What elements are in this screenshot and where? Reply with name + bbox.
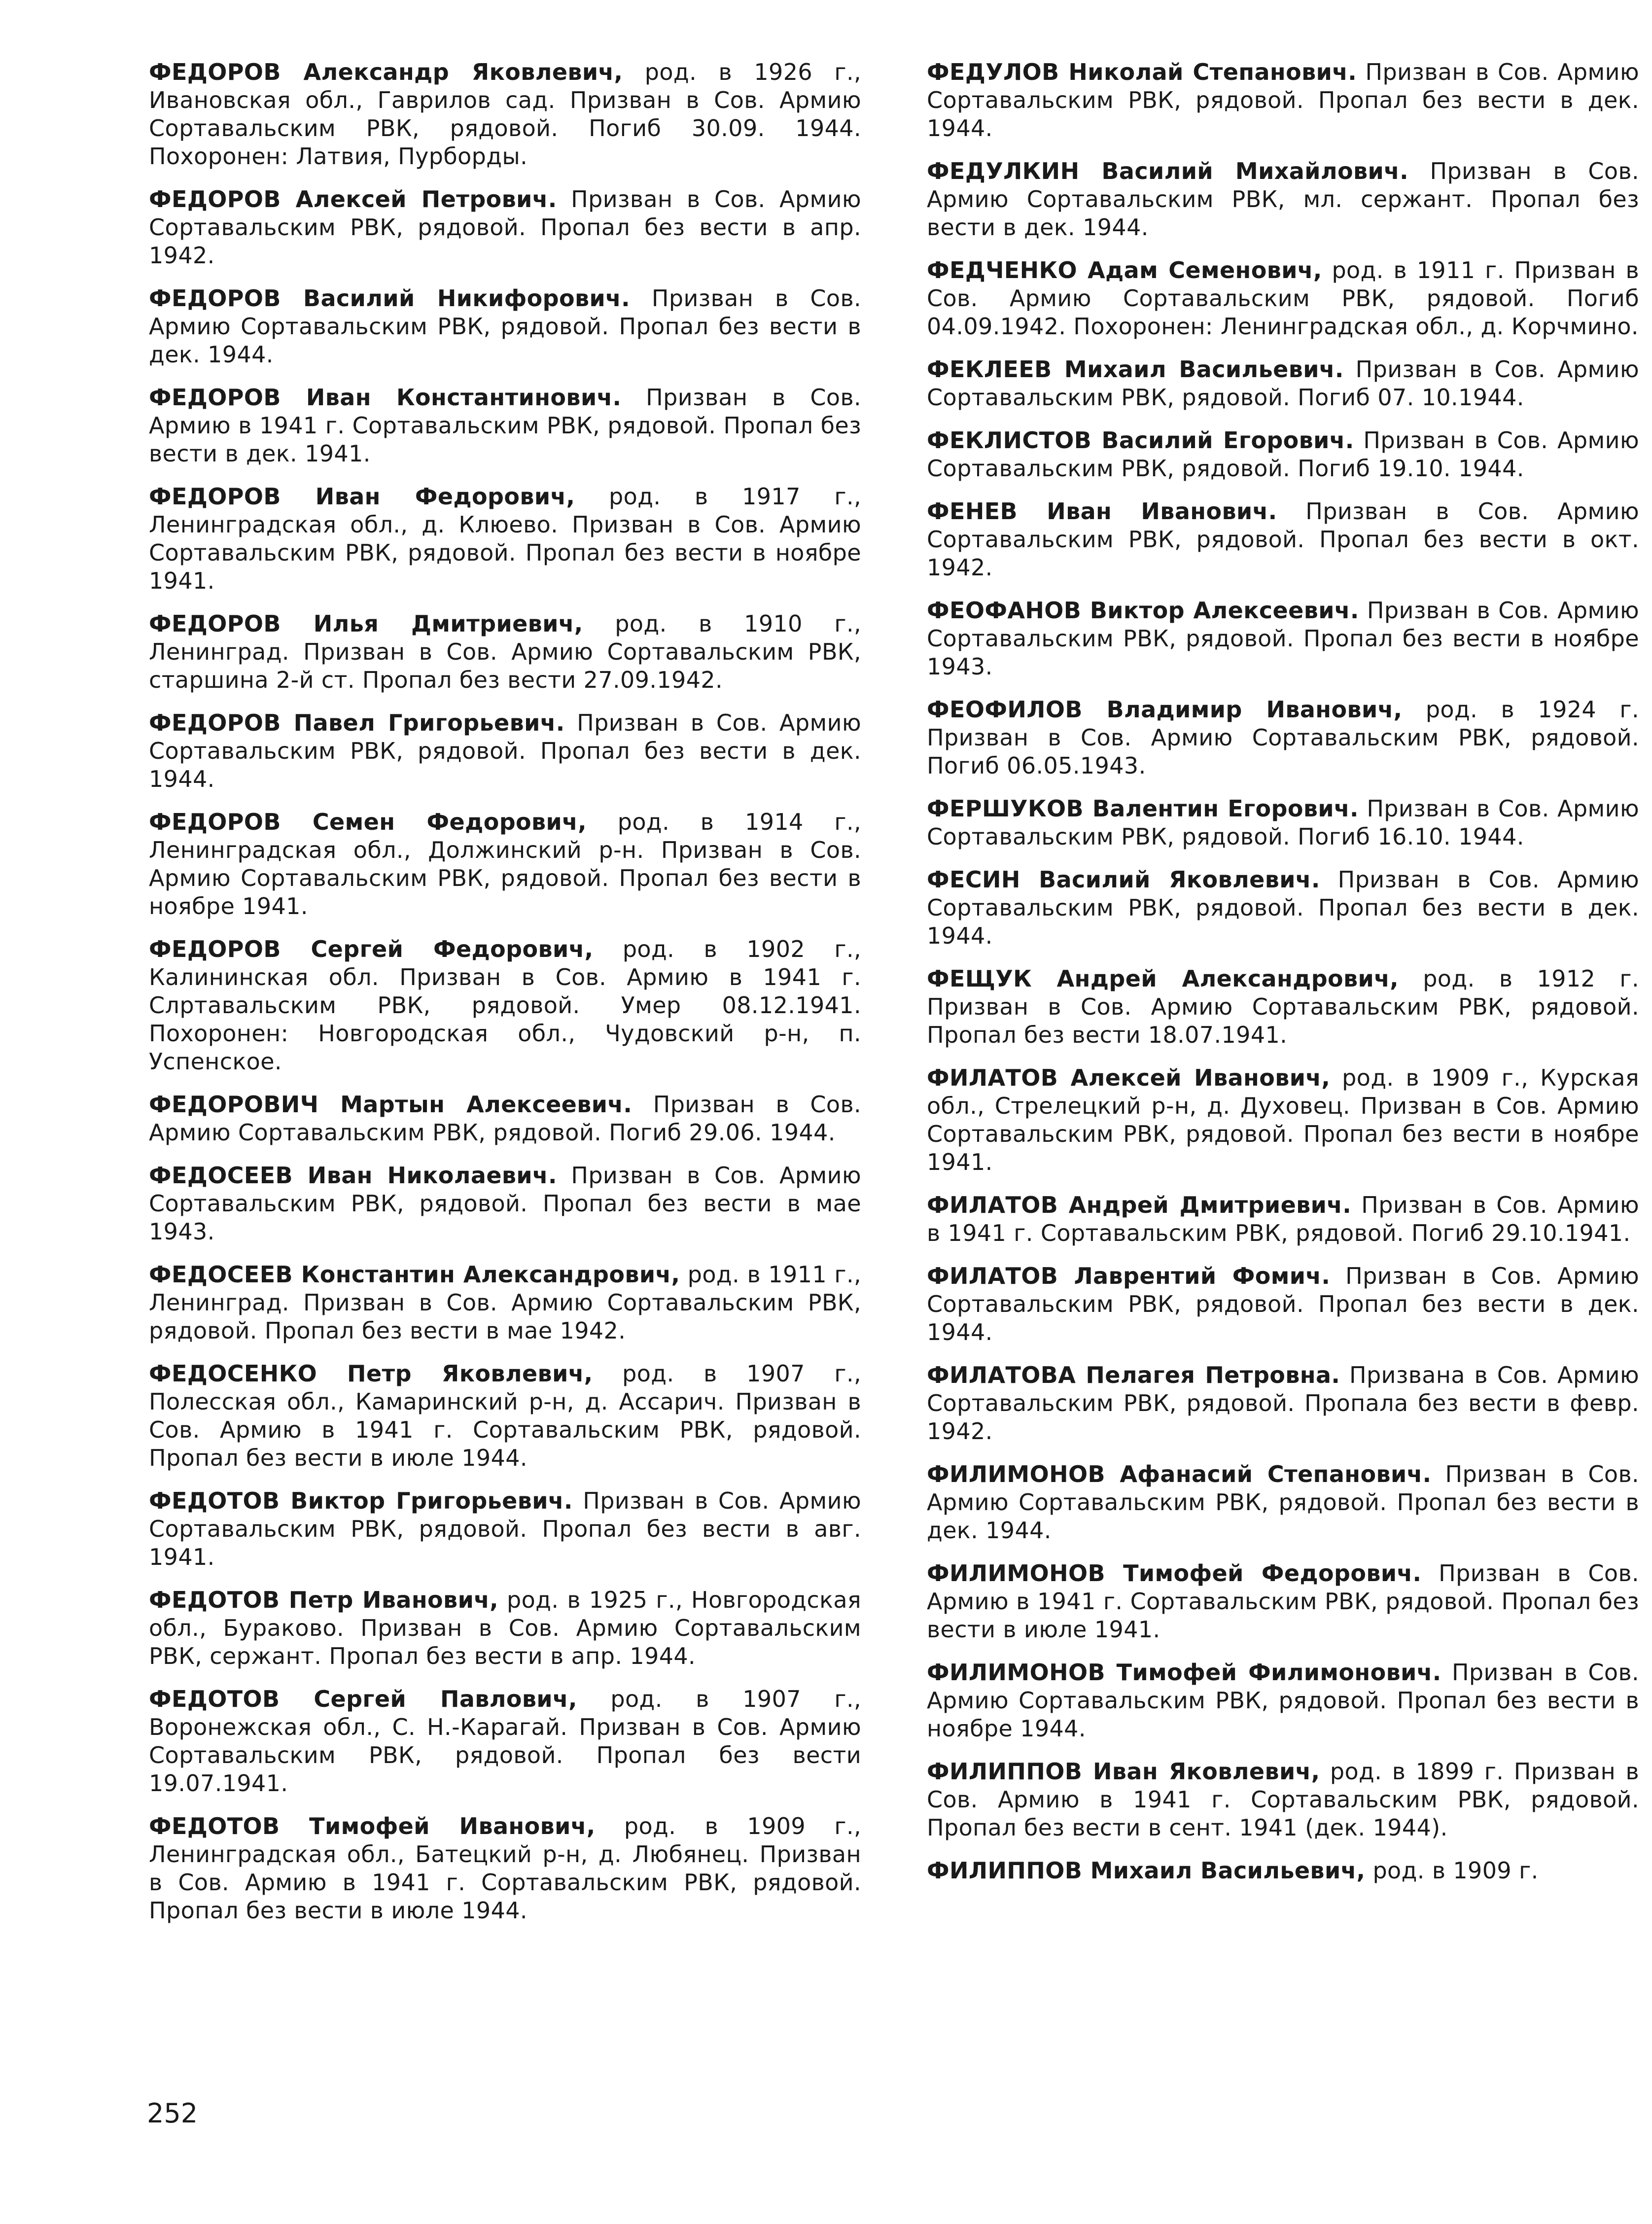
entry (149, 1360, 861, 1472)
entry-text: род. в 1911 г., Ленинград. Призван в Сов. Армию Сортавальским РВК, рядовой. Пропал без вести в мае 1942. (149, 1261, 862, 1344)
entry-text: род. в 1902 г., Калининская обл. Призван в Сов. Армию в 1941 г. Слртавальским РВК, рядовой. Умер 08.12.1941. Похоронен: Новгородская обл., Чудовский р-н, п. Успенское. (149, 936, 861, 1075)
entry-text: Призван в Сов. Армию Сортавальским РВК, рядовой. Пропал без вести в мае 1943. (149, 1162, 862, 1245)
entry-text: род. в 1907 г., Воронежская обл., С. Н.-Карагай. Призван в Сов. Армию Сортавальским РВК, рядовой. Пропал без вести 19.07.1941. (149, 1686, 861, 1797)
entry-name: ФЕОФАНОВ Виктор Алексеевич. (927, 597, 1359, 624)
entry (149, 1162, 861, 1246)
entry (927, 1361, 1639, 1446)
entry (927, 696, 1639, 780)
entry-name: ФЕДОРОВ Василий Никифорович. (149, 285, 630, 312)
entry (149, 384, 861, 468)
entry-name: ФИЛАТОВ Лаврентий Фомич. (927, 1263, 1331, 1289)
entry-text: Призвана в Сов. Армию Сортавальским РВК, рядовой. Пропала без вести в февр. 1942. (927, 1362, 1639, 1445)
entry-name: ФИЛАТОВ Алексей Иванович, (927, 1064, 1331, 1091)
entry (149, 808, 861, 920)
entry-name: ФЕДУЛКИН Василий Михайлович. (927, 158, 1408, 184)
entry-text: Призван в Сов. Армию Сортавальским РВК, рядовой. Погиб 16.10. 1944. (927, 795, 1640, 850)
entry-name: ФЕДОРОВ Семен Федорович, (149, 809, 587, 835)
entry (927, 58, 1639, 142)
entry (927, 497, 1639, 582)
entry (927, 795, 1639, 851)
entry-text: род. в 1909 г. (1365, 1857, 1539, 1884)
entry-text: Призван в Сов. Армию Сортавальским РВК, рядовой. Пропал без вести в ноябре 1943. (927, 597, 1639, 680)
entry-text: Призван в Сов. Армию Сортавальским РВК, рядовой. Пропал без вести в дек. 1944. (927, 866, 1639, 949)
entry-text: Призван в Сов. Армию Сортавальским РВК, рядовой. Пропал без вести в дек. 1944. (927, 1461, 1640, 1544)
entry-name: ФЕДОРОВ Илья Дмитриевич, (149, 610, 583, 637)
entry-text: Призван в Сов. Армию Сортавальским РВК, рядовой. Погиб 19.10. 1944. (927, 427, 1640, 482)
entry (927, 1191, 1639, 1247)
entry (927, 1758, 1639, 1842)
entry (149, 1261, 861, 1345)
entry-text: род. в 1924 г. Призван в Сов. Армию Сортавальским РВК, рядовой. Погиб 06.05.1943. (927, 696, 1640, 779)
entry (927, 1857, 1639, 1885)
entry-text: род. в 1912 г. Призван в Сов. Армию Сортавальским РВК, рядовой. Пропал без вести 18.07.1941. (927, 965, 1639, 1048)
entry-text: Призван в Сов. Армию Сортавальским РВК, рядовой. Пропал без вести в ноябре 1944. (927, 1659, 1639, 1742)
entry (927, 1064, 1639, 1176)
entry (149, 935, 861, 1076)
entry-text: Призван в Сов. Армию Сортавальским РВК, рядовой. Пропал без вести в окт. 1942. (927, 498, 1640, 581)
entry-name: ФЕДЧЕНКО Адам Семенович, (927, 257, 1322, 283)
entry-name: ФЕДОСЕНКО Петр Яковлевич, (149, 1360, 593, 1387)
entry-text: Призван в Сов. Армию Сортавальским РВК, рядовой. Пропал без вести в апр. 1942. (149, 186, 862, 269)
entry-name: ФЕДОРОВ Иван Константинович. (149, 384, 622, 411)
entry-name: ФЕДОРОВ Павел Григорьевич. (149, 709, 565, 736)
entry-text: Призван в Сов. Армию Сортавальским РВК, рядовой. Пропал без вести в авг. 1941. (149, 1487, 861, 1570)
entry (149, 58, 861, 171)
entry-name: ФЕДОТОВ Сергей Павлович, (149, 1686, 577, 1712)
entry (927, 426, 1639, 483)
entry-name: ФЕКЛИСТОВ Василий Егорович. (927, 427, 1354, 454)
entry-text: род. в 1914 г., Ленинградская обл., Должинский р-н. Призван в Сов. Армию Сортавальским РВК, рядовой. Пропал без вести в ноябре 1941. (149, 809, 862, 919)
left-column (149, 58, 861, 1940)
page-number: 252 (147, 2098, 198, 2129)
entry-text: род. в 1925 г., Новгородская обл., Бураково. Призван в Сов. Армию Сортавальским РВК, сержант. Пропал без вести в апр. 1944. (149, 1587, 862, 1669)
entry-name: ФЕДОРОВИЧ Мартын Алексеевич. (149, 1091, 633, 1118)
entry-name: ФИЛАТОВА Пелагея Петровна. (927, 1362, 1340, 1388)
entry (149, 483, 861, 595)
entry (149, 1812, 861, 1925)
entry-text: Призван в Сов. Армию Сортавальским РВК, рядовой. Погиб 29.06. 1944. (149, 1091, 861, 1146)
entry-name: ФЕКЛЕЕВ Михаил Васильевич. (927, 356, 1344, 383)
entry (927, 1262, 1639, 1346)
entry-name: ФЕЩУК Андрей Александрович, (927, 965, 1399, 992)
entry-text: Призван в Сов. Армию Сортавальским РВК, рядовой. Пропал без вести в дек. 1944. (149, 285, 861, 368)
entry-name: ФЕДОРОВ Александр Яковлевич, (149, 59, 623, 85)
entry (927, 866, 1639, 950)
entry-name: ФИЛИППОВ Иван Яковлевич, (927, 1758, 1320, 1785)
entry-name: ФЕДОТОВ Тимофей Иванович, (149, 1813, 596, 1839)
entry (927, 965, 1639, 1049)
entry-text: род. в 1911 г. Призван в Сов. Армию Сортавальским РВК, рядовой. Погиб 04.09.1942. Похоронен: Ленинградская обл., д. Корчмино. (927, 257, 1639, 340)
entry-text: род. в 1899 г. Призван в Сов. Армию в 1941 г. Сортавальским РВК, рядовой. Пропал без вести в сент. 1941 (дек. 1944). (927, 1758, 1639, 1841)
entry (149, 284, 861, 369)
entry (927, 355, 1639, 412)
entry-name: ФИЛИМОНОВ Тимофей Федорович. (927, 1560, 1422, 1587)
entry-text: род. в 1909 г., Ленинградская обл., Батецкий р-н, д. Любянец. Призван в Сов. Армию в 1941 г. Сортавальским РВК, рядовой. Пропал без вести в июле 1944. (149, 1813, 862, 1924)
entry-name: ФЕДОТОВ Петр Иванович, (149, 1587, 499, 1613)
entry-name: ФИЛАТОВ Андрей Дмитриевич. (927, 1192, 1352, 1218)
right-column (927, 58, 1639, 1900)
entry-name: ФЕРШУКОВ Валентин Егорович. (927, 795, 1359, 822)
entry-text: Призван в Сов. Армию Сортавальским РВК, рядовой. Пропал без вести в дек. 1944. (149, 709, 861, 792)
entry (927, 1460, 1639, 1545)
entry (149, 1685, 861, 1798)
entry (149, 1091, 861, 1147)
entry-text: Призван в Сов. Армию Сортавальским РВК, рядовой. Пропал без вести в дек. 1944. (927, 1263, 1640, 1345)
entry (149, 1487, 861, 1571)
entry-text: род. в 1909 г., Курская обл., Стрелецкий р-н, д. Духовец. Призван в Сов. Армию Сортавальским РВК, рядовой. Пропал без вести в ноябре 1941. (927, 1064, 1639, 1175)
entry-text: Призван в Сов. Армию Сортавальским РВК, рядовой. Погиб 07. 10.1944. (927, 356, 1639, 411)
entry-name: ФЕДОСЕЕВ Константин Александрович, (149, 1261, 680, 1288)
entry-text: род. в 1917 г., Ленинградская обл., д. Клюево. Призван в Сов. Армию Сортавальским РВК, рядовой. Пропал без вести в ноябре 1941. (149, 483, 862, 594)
entry (927, 597, 1639, 681)
entry (927, 1659, 1639, 1743)
entry-name: ФИЛИМОНОВ Афанасий Степанович. (927, 1461, 1432, 1487)
entry-text: Призван в Сов. Армию в 1941 г. Сортавальским РВК, рядовой. Пропал без вести в дек. 1941. (149, 384, 861, 467)
entry-text: род. в 1907 г., Полесская обл., Камаринский р-н, д. Ассарич. Призван в Сов. Армию в 1941 г. Сортавальским РВК, рядовой. Пропал без вести в июле 1944. (149, 1360, 862, 1471)
entry-name: ФЕДУЛОВ Николай Степанович. (927, 59, 1357, 85)
entry-text: Призван в Сов. Армию Сортавальским РВК, мл. сержант. Пропал без вести в дек. 1944. (927, 158, 1639, 241)
entry (927, 1559, 1639, 1644)
entry (149, 185, 861, 270)
entry-name: ФЕОФИЛОВ Владимир Иванович, (927, 696, 1403, 723)
entry-name: ФЕСИН Василий Яковлевич. (927, 866, 1320, 893)
entry-name: ФЕДОРОВ Алексей Петрович. (149, 186, 557, 212)
entry (927, 256, 1639, 341)
entry-text: Призван в Сов. Армию в 1941 г. Сортавальским РВК, рядовой. Пропал без вести в июле 1941. (927, 1560, 1639, 1643)
entry-text: род. в 1926 г., Ивановская обл., Гаврилов сад. Призван в Сов. Армию Сортавальским РВК, рядовой. Погиб 30.09. 1944. Похоронен: Латвия, Пурборды. (149, 59, 862, 170)
entry-name: ФЕДОТОВ Виктор Григорьевич. (149, 1487, 573, 1514)
entry-text: род. в 1910 г., Ленинград. Призван в Сов. Армию Сортавальским РВК, старшина 2-й ст. Пропал без вести 27.09.1942. (149, 610, 861, 693)
entry-name: ФЕДОСЕЕВ Иван Николаевич. (149, 1162, 557, 1189)
entry-name: ФЕДОРОВ Сергей Федорович, (149, 936, 594, 962)
entry (149, 709, 861, 793)
entry-name: ФИЛИППОВ Михаил Васильевич, (927, 1857, 1366, 1884)
entry (149, 1586, 861, 1670)
entry-text: Призван в Сов. Армию в 1941 г. Сортавальским РВК, рядовой. Погиб 29.10.1941. (927, 1192, 1639, 1246)
entry-name: ФЕНЕВ Иван Иванович. (927, 498, 1277, 525)
entry-name: ФИЛИМОНОВ Тимофей Филимонович. (927, 1659, 1441, 1686)
entry (927, 157, 1639, 242)
entry-name: ФЕДОРОВ Иван Федорович, (149, 483, 575, 510)
entry-text: Призван в Сов. Армию Сортавальским РВК, рядовой. Пропал без вести в дек. 1944. (927, 59, 1639, 141)
entry (149, 610, 861, 694)
